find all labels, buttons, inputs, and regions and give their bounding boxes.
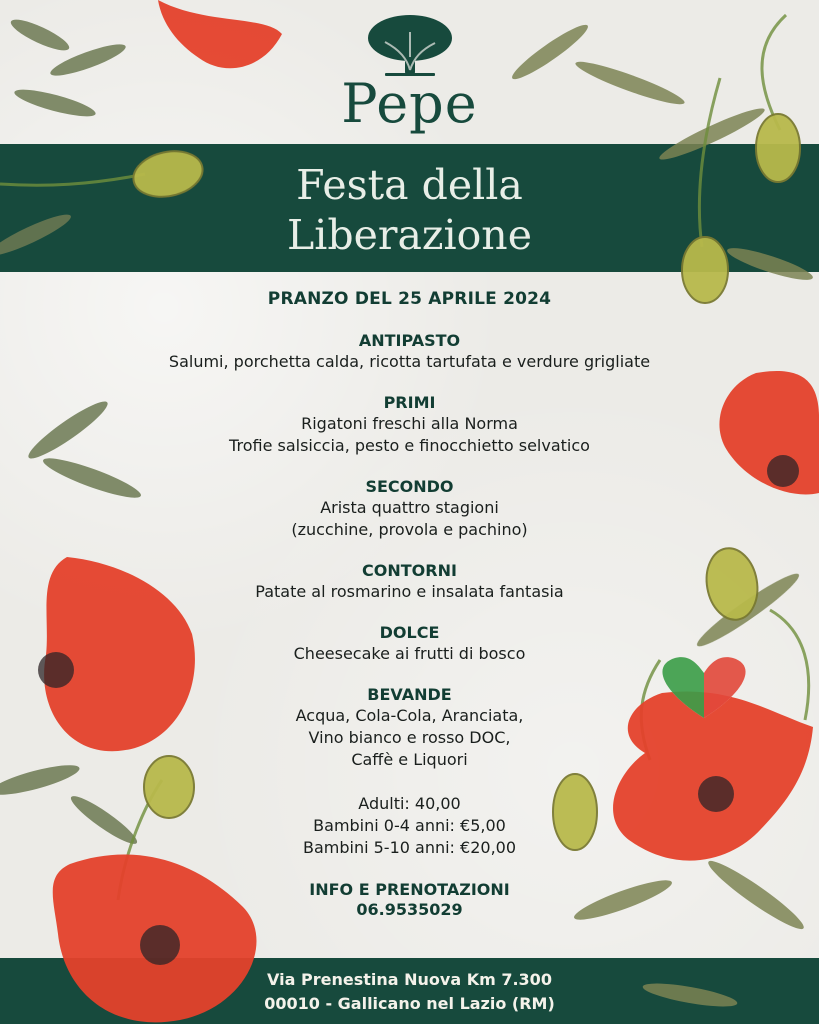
address bbox=[0, 968, 819, 1016]
menu-content bbox=[0, 289, 819, 921]
section-item: Rigatoni freschi alla Norma bbox=[301, 414, 518, 433]
info-title: INFO E PRENOTAZIONI bbox=[309, 880, 510, 899]
menu-section-primi bbox=[0, 393, 819, 457]
menu-section-contorni bbox=[0, 561, 819, 603]
event-title bbox=[0, 160, 819, 260]
section-title: DOLCE bbox=[379, 623, 440, 642]
section-item: Acqua, Cola-Cola, Aranciata, bbox=[295, 706, 524, 725]
price-line: Adulti: 40,00 bbox=[358, 794, 461, 813]
prices bbox=[0, 793, 819, 859]
section-title: SECONDO bbox=[365, 477, 454, 496]
section-item: (zucchine, provola e pachino) bbox=[291, 520, 528, 539]
price-line: Bambini 5-10 anni: €20,00 bbox=[302, 838, 517, 857]
event-title-line-2: Liberazione bbox=[287, 211, 532, 259]
menu-section-antipasto bbox=[0, 331, 819, 373]
address-line-1: Via Prenestina Nuova Km 7.300 bbox=[267, 970, 552, 989]
phone-number: 06.9535029 bbox=[356, 900, 463, 919]
date-heading: PRANZO DEL 25 APRILE 2024 bbox=[267, 289, 552, 309]
section-item: Arista quattro stagioni bbox=[320, 498, 499, 517]
address-line-2: 00010 - Gallicano nel Lazio (RM) bbox=[264, 994, 555, 1013]
section-item: Caffè e Liquori bbox=[351, 750, 468, 769]
event-title-line-1: Festa della bbox=[296, 161, 523, 209]
section-item: Cheesecake ai frutti di bosco bbox=[293, 644, 526, 663]
section-item: Patate al rosmarino e insalata fantasia bbox=[255, 582, 564, 601]
price-line: Bambini 0-4 anni: €5,00 bbox=[313, 816, 506, 835]
section-title: ANTIPASTO bbox=[358, 331, 461, 350]
section-title: CONTORNI bbox=[362, 561, 457, 580]
menu-section-bevande bbox=[0, 685, 819, 771]
brand-name: Pepe bbox=[341, 72, 478, 135]
section-title: BEVANDE bbox=[367, 685, 452, 704]
menu-section-dolce bbox=[0, 623, 819, 665]
section-item: Vino bianco e rosso DOC, bbox=[308, 728, 511, 747]
section-item: Salumi, porchetta calda, ricotta tartufata e verdure grigliate bbox=[168, 352, 651, 371]
section-title: PRIMI bbox=[383, 393, 436, 412]
section-item: Trofie salsiccia, pesto e finocchietto selvatico bbox=[229, 436, 590, 455]
menu-section-secondo bbox=[0, 477, 819, 541]
